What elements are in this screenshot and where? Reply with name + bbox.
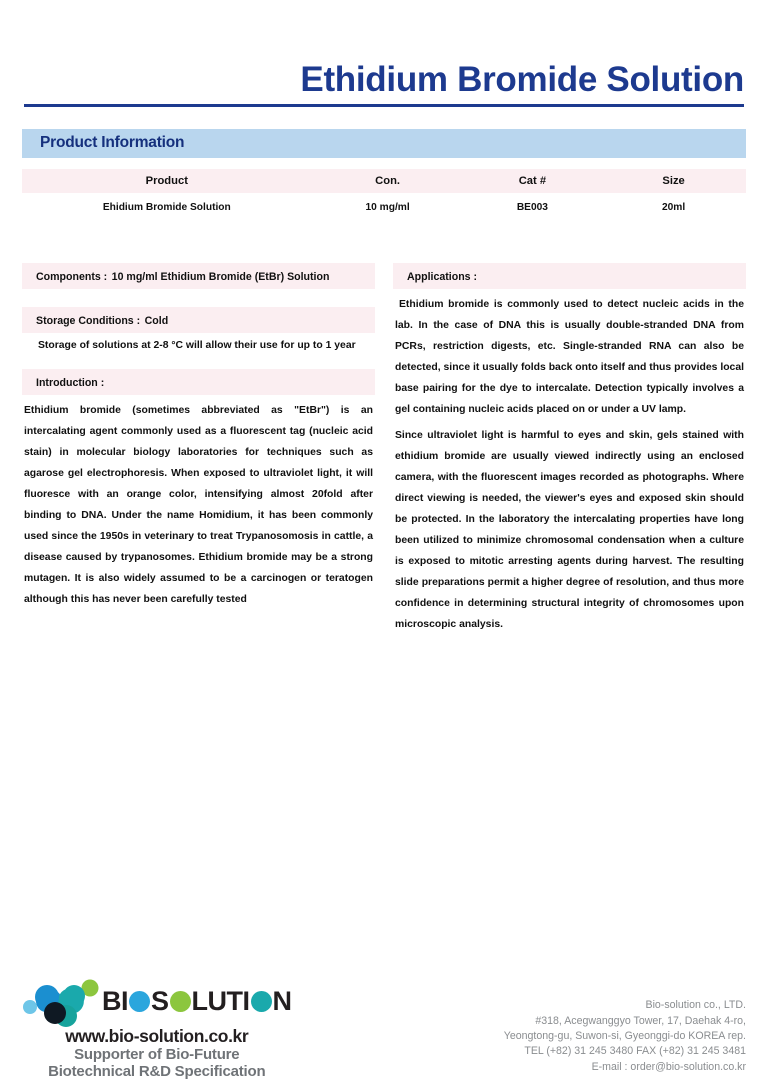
- table-row: [22, 193, 746, 219]
- cell-size: 20ml: [661, 201, 686, 213]
- storage-label: Storage Conditions :: [36, 314, 141, 327]
- product-information-label: Product Information: [40, 134, 185, 152]
- document-header: [0, 0, 768, 107]
- contact-company: Bio-solution co., LTD.: [645, 999, 746, 1012]
- brand-word-part-1: BI: [102, 986, 128, 1016]
- brand-wordmark: [102, 988, 292, 1015]
- contact-email[interactable]: E-mail : order@bio-solution.co.kr: [591, 1060, 746, 1073]
- components-value: 10 mg/ml Ethidium Bromide (EtBr) Solution: [111, 270, 330, 283]
- product-information-band: [22, 129, 746, 158]
- product-table: [22, 169, 746, 219]
- brand-logo-row: [22, 977, 292, 1027]
- components-label: Components :: [36, 270, 108, 283]
- content-columns: [22, 263, 746, 635]
- brand-letter-o-blue-icon: [129, 991, 150, 1012]
- introduction-label: Introduction :: [36, 376, 105, 389]
- contact-address-line-2: Yeongtong-gu, Suwon-si, Gyeonggi-do KOREA rep.: [503, 1029, 746, 1042]
- cell-product-name: Ehidium Bromide Solution: [102, 201, 231, 213]
- title-underline-rule: [24, 104, 744, 107]
- table-header-size: Size: [662, 174, 685, 187]
- table-header-cat: Cat #: [518, 174, 547, 187]
- introduction-header-bar: [22, 369, 375, 395]
- brand-word-part-3: LUTI: [191, 986, 250, 1016]
- contact-phone-fax: TEL (+82) 31 245 3480 FAX (+82) 31 245 3481: [524, 1045, 746, 1058]
- spacer: [22, 289, 375, 307]
- brand-word-part-2: S: [151, 986, 169, 1016]
- table-header-product: Product: [145, 174, 188, 187]
- brand-letter-o-green-icon: [170, 991, 191, 1012]
- cell-concentration: 10 mg/ml: [365, 201, 410, 213]
- introduction-paragraph: Ethidium bromide (sometimes abbreviated as "EtBr") is an intercalating agent commonly used as a fluorescent tag (nucleic acid stain) in molecular biology laboratories for techniques such as agarose gel electrophoresis. When exposed to ultraviolet light, it will fluoresce with an orange color, intensifying almost 20fold after binding to DNA. Under the name Homidium, it has been commonly used since the 1950s in veterinary to treat Trypanosomosis in cattle, a disease caused by trypanosomes. Ethidium bromide may be a strong mutagen. It is also widely assumed to be a carcinogen or teratogen although this has never been carefully tested: [24, 404, 373, 605]
- applications-paragraph-1: Ethidium bromide is commonly used to detect nucleic acids in the lab. In the case of DNA this is usually double-stranded DNA from PCRs, restriction digests, etc. Single-stranded RNA can also be detected, since it usually folds back onto itself and thus provides local base pairing for the dye to intercalate. Detection typically involves a gel containing nucleic acids placed on or under a UV lamp.: [395, 298, 744, 415]
- brand-word-part-4: N: [272, 986, 292, 1016]
- left-column: [22, 263, 375, 610]
- table-header-con: Con.: [375, 174, 401, 187]
- molecule-logo-icon: [22, 977, 100, 1027]
- brand-tagline-2: Biotechnical R&D Specification: [48, 1063, 266, 1080]
- table-header-row: [22, 169, 746, 193]
- storage-header-bar: [22, 307, 375, 333]
- spacer: [22, 351, 375, 369]
- right-column: [393, 263, 746, 635]
- brand-block: [22, 977, 292, 1080]
- cell-catalog-number: BE003: [516, 201, 548, 213]
- contact-address-line-1: #318, Acegwanggyo Tower, 17, Daehak 4-ro,: [535, 1014, 746, 1027]
- page-footer: [0, 967, 768, 1079]
- applications-header-bar: [393, 263, 746, 289]
- components-header-bar: [22, 263, 375, 289]
- applications-label: Applications :: [407, 270, 478, 283]
- page-title: Ethidium Bromide Solution: [300, 60, 744, 99]
- storage-value: Cold: [144, 314, 169, 327]
- contact-block: [504, 998, 746, 1079]
- brand-letter-o-teal-icon: [251, 991, 272, 1012]
- storage-detail: Storage of solutions at 2-8 °C will allow their use for up to 1 year: [38, 339, 356, 351]
- brand-tagline-1: Supporter of Bio-Future: [74, 1046, 240, 1063]
- applications-paragraph-2: Since ultraviolet light is harmful to eyes and skin, gels stained with ethidium bromide are usually viewed indirectly using an enclosed camera, with the fluorescent images recorded as photographs. Where direct viewing is needed, the viewer's eyes and exposed skin should be protected. In the laboratory the intercalating properties have long been utilized to minimize chromosomal condensation when a culture is exposed to mitotic arresting agents during harvest. The resulting slide preparations permit a higher degree of resolution, and thus more confidence in determining structural integrity of chromosomes upon microscopic analysis.: [395, 429, 744, 630]
- brand-website-url[interactable]: www.bio-solution.co.kr: [65, 1025, 249, 1046]
